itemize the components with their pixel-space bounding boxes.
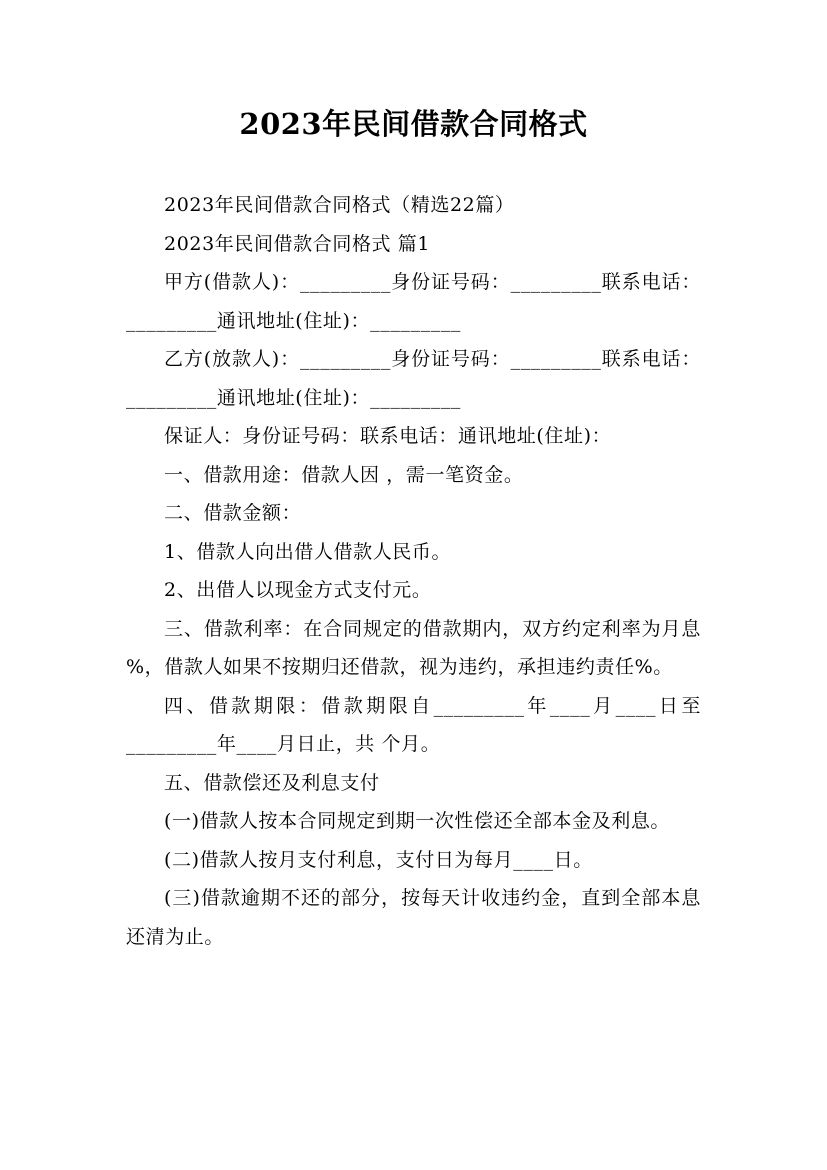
paragraph-loan-term: 四、借款期限：借款期限自_________年____月____日至_________年____月日止，共 个月。 xyxy=(126,694,701,755)
document-title: 2023年民间借款合同格式 xyxy=(239,107,588,141)
paragraph-repayment-item-2: (二)借款人按月支付利息，支付日为每月____日。 xyxy=(164,848,593,871)
paragraph-party-a: 甲方(借款人)：_________身份证号码：_________联系电话：_________通讯地址(住址)：_________ xyxy=(126,271,701,332)
paragraph-interest-rate: 三、借款利率：在合同规定的借款期内，双方约定利率为月息 %，借款人如果不按期归还借款，视为违约，承担违约责任%。 xyxy=(126,617,701,678)
paragraph-repayment-item-1: (一)借款人按本合同规定到期一次性偿还全部本金及利息。 xyxy=(164,810,671,832)
paragraph-party-b: 乙方(放款人)：_________身份证号码：_________联系电话：_________通讯地址(住址)：_________ xyxy=(126,348,701,409)
paragraph-guarantor: 保证人：身份证号码：联系电话：通讯地址(住址)： xyxy=(164,425,612,447)
paragraph-loan-purpose: 一、借款用途：借款人因 ，需一笔资金。 xyxy=(164,463,524,486)
paragraph-loan-amount: 二、借款金额： xyxy=(164,502,302,524)
paragraph-amount-item-2: 2、出借人以现金方式支付元。 xyxy=(164,579,432,601)
paragraph-amount-item-1: 1、借款人向出借人借款人民币。 xyxy=(164,540,452,563)
document-body xyxy=(126,186,701,956)
paragraph-section-heading: 2023年民间借款合同格式 篇1 xyxy=(164,232,431,255)
paragraph-repayment: 五、借款偿还及利息支付 xyxy=(164,771,380,794)
paragraph-subtitle: 2023年民间借款合同格式（精选22篇） xyxy=(164,194,515,216)
paragraph-repayment-item-3: (三)借款逾期不还的部分，按每天计收违约金，直到全部本息还清为止。 xyxy=(126,887,701,948)
